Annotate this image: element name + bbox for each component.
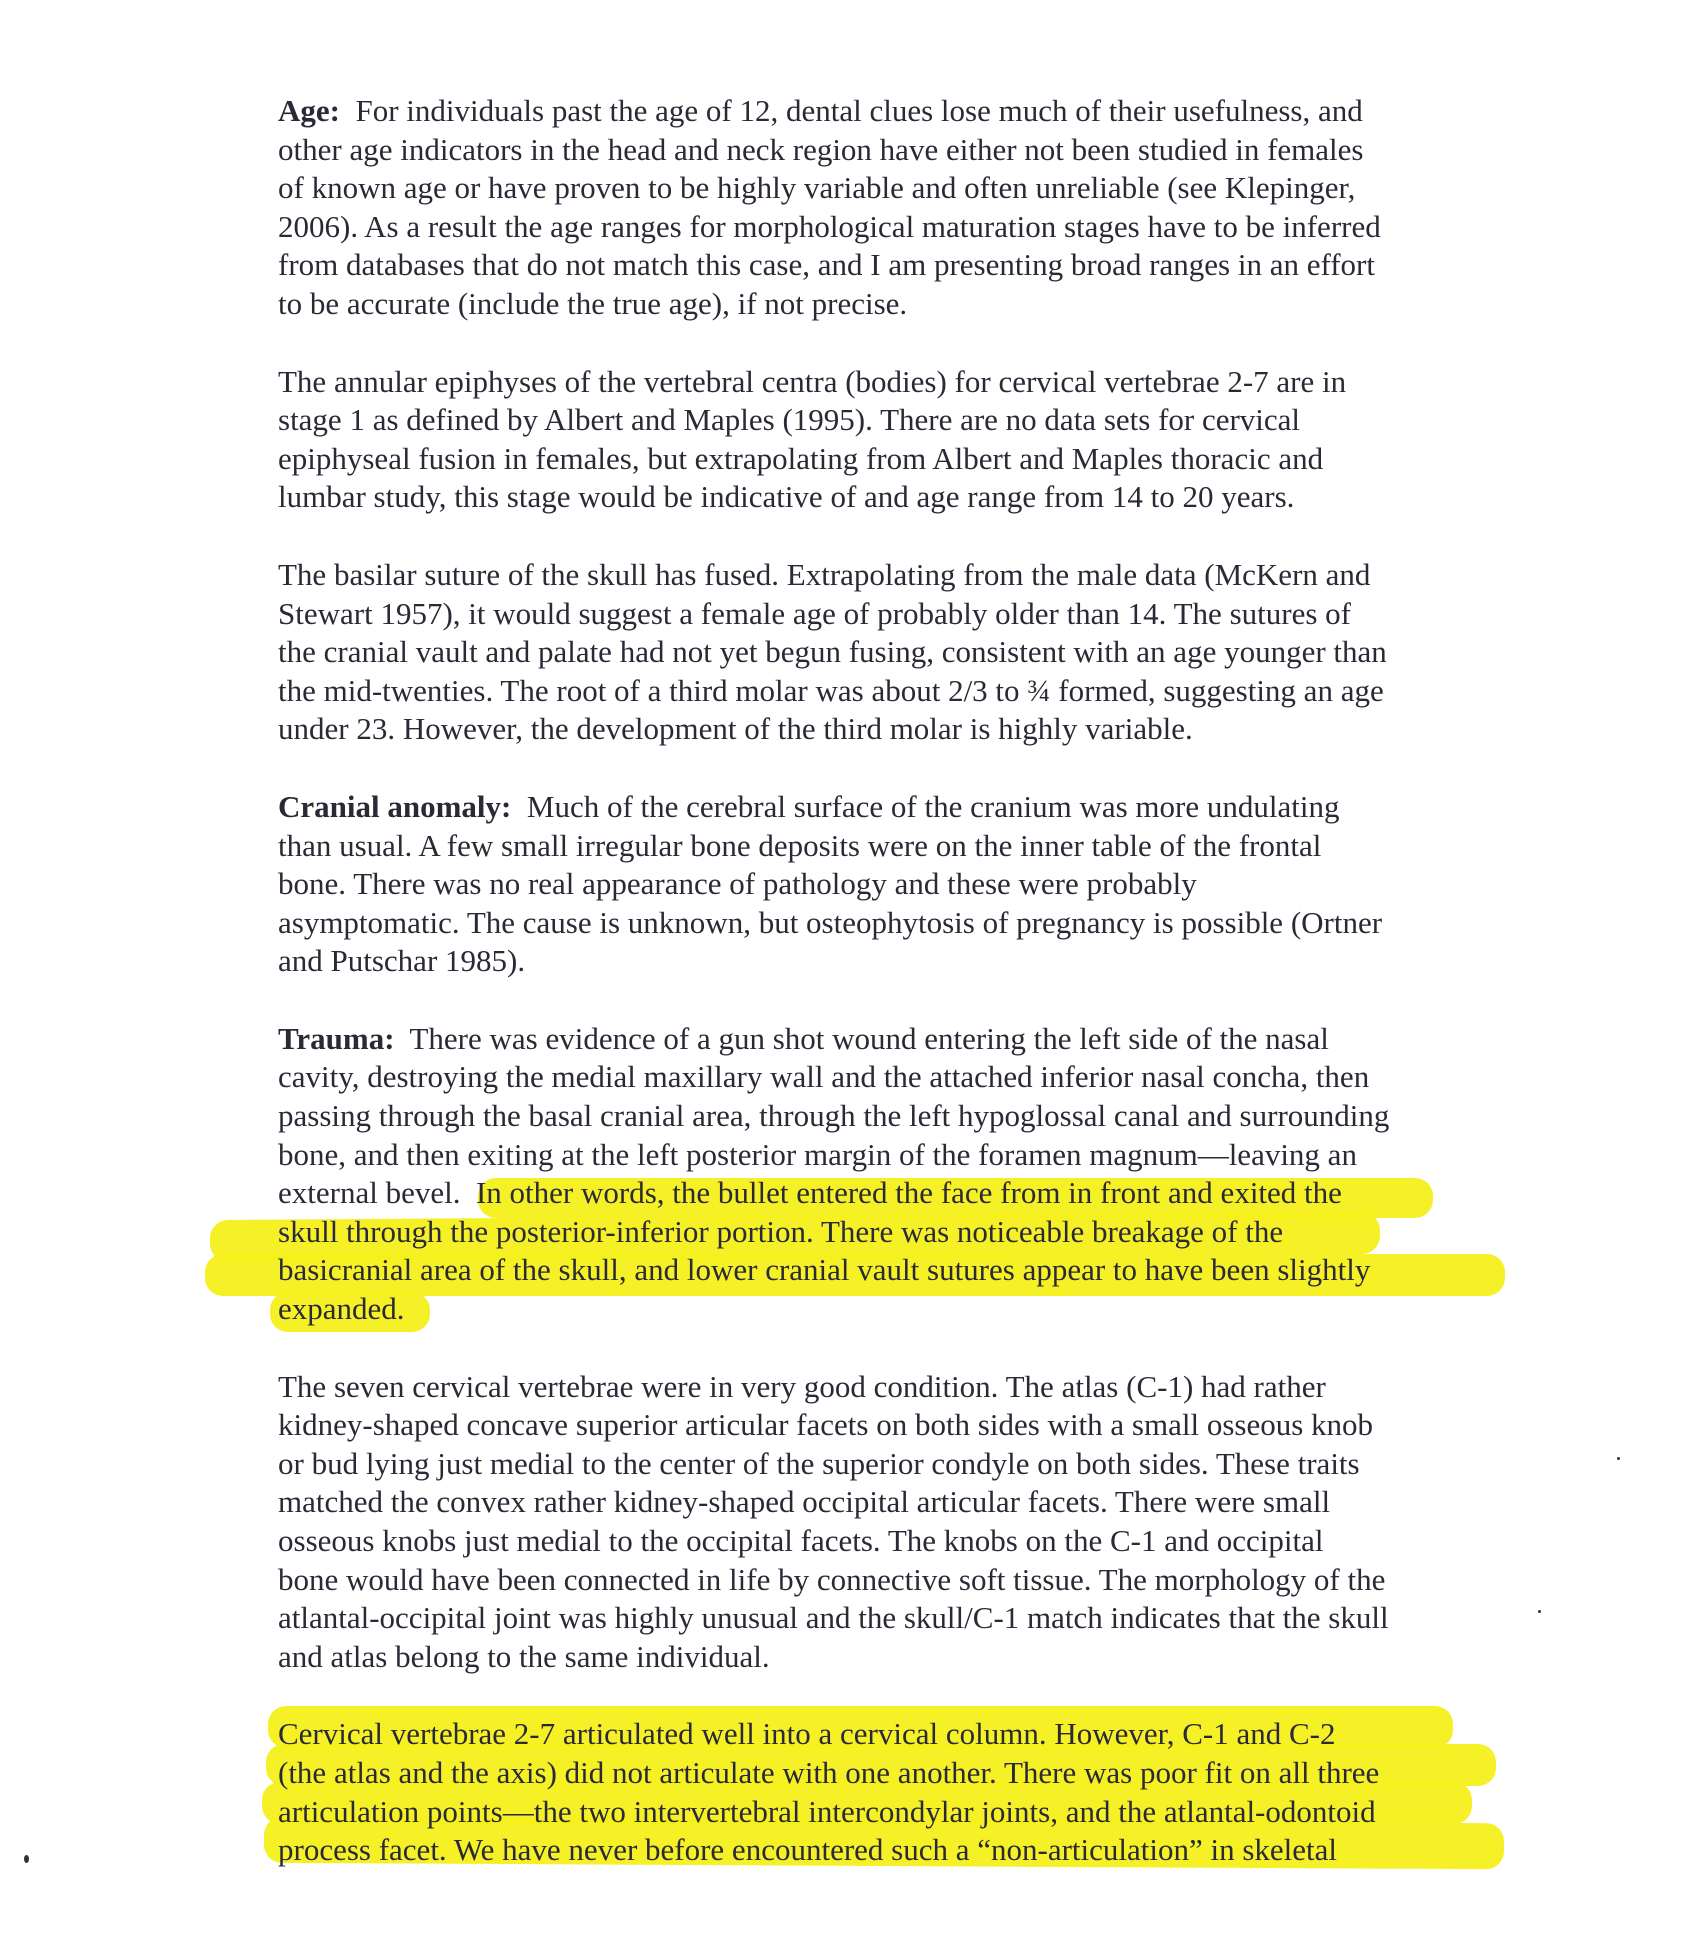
text-line: from databases that do not match this case, and I am presenting broad ranges in an effort bbox=[278, 247, 1375, 283]
text-line: Stewart 1957), it would suggest a female age of probably older than 14. The sutures of bbox=[278, 595, 1351, 631]
text-line: external bevel. In other words, the bullet entered the face from in front and exited the bbox=[278, 1175, 1342, 1211]
text-line: lumbar study, this stage would be indicative of and age range from 14 to 20 years. bbox=[278, 479, 1295, 515]
paragraph-annular-epiphyses bbox=[278, 363, 1518, 517]
paragraph-trauma bbox=[278, 1020, 1518, 1329]
paragraph-non-articulation bbox=[278, 1715, 1518, 1869]
text-line: The annular epiphyses of the vertebral centra (bodies) for cervical vertebrae 2-7 are in bbox=[278, 363, 1347, 399]
text-line: and atlas belong to the same individual. bbox=[278, 1638, 770, 1674]
text-line: The basilar suture of the skull has fused. Extrapolating from the male data (McKern and bbox=[278, 556, 1371, 592]
scan-speck bbox=[1538, 1610, 1541, 1613]
document-page bbox=[278, 92, 1518, 1909]
text-line: Cranial anomaly: Much of the cerebral surface of the cranium was more undulating bbox=[278, 788, 1340, 824]
highlighted-line: skull through the posterior-inferior portion. There was noticeable breakage of the bbox=[278, 1213, 1284, 1249]
highlighted-line: basicranial area of the skull, and lower cranial vault sutures appear to have been slightly bbox=[278, 1252, 1371, 1288]
highlighted-line: (the atlas and the axis) did not articulate with one another. There was poor fit on all three bbox=[278, 1754, 1380, 1790]
highlighted-line: articulation points—the two intervertebral intercondylar joints, and the atlantal-odontoid bbox=[278, 1793, 1376, 1829]
section-label: Age: bbox=[278, 93, 340, 128]
text-line: bone. There was no real appearance of pathology and these were probably bbox=[278, 866, 1197, 902]
text-line: the mid-twenties. The root of a third molar was about 2/3 to ¾ formed, suggesting an age bbox=[278, 672, 1384, 708]
scan-speck bbox=[24, 1855, 29, 1863]
highlighted-line: expanded. bbox=[278, 1291, 405, 1327]
text-line: Trauma: There was evidence of a gun shot wound entering the left side of the nasal bbox=[278, 1020, 1329, 1056]
paragraph-cervical-vertebrae bbox=[278, 1368, 1518, 1677]
text-line: of known age or have proven to be highly variable and often unreliable (see Klepinger, bbox=[278, 170, 1356, 206]
text-line: other age indicators in the head and neck region have either not been studied in females bbox=[278, 131, 1364, 167]
paragraph-cranial-anomaly bbox=[278, 788, 1518, 981]
paragraph-basilar-suture bbox=[278, 556, 1518, 749]
scan-speck bbox=[1617, 1457, 1620, 1460]
text-line: osseous knobs just medial to the occipital facets. The knobs on the C-1 and occipital bbox=[278, 1523, 1324, 1558]
section-label: Trauma: bbox=[278, 1020, 395, 1056]
text-line: bone, and then exiting at the left posterior margin of the foramen magnum—leaving an bbox=[278, 1136, 1357, 1172]
text-line: epiphyseal fusion in females, but extrapolating from Albert and Maples thoracic and bbox=[278, 440, 1324, 476]
text-line: matched the convex rather kidney-shaped occipital articular facets. There were small bbox=[278, 1484, 1331, 1520]
text-line: 2006). As a result the age ranges for morphological maturation stages have to be inferred bbox=[278, 208, 1381, 244]
text-line: or bud lying just medial to the center of the superior condyle on both sides. These traits bbox=[278, 1445, 1360, 1481]
text-line: than usual. A few small irregular bone deposits were on the inner table of the frontal bbox=[278, 827, 1322, 863]
text-line: the cranial vault and palate had not yet begun fusing, consistent with an age younger than bbox=[278, 634, 1387, 670]
highlighted-text: In other words, the bullet entered the face from in front and exited the bbox=[475, 1175, 1342, 1211]
text-line: atlantal-occipital joint was highly unusual and the skull/C-1 match indicates that the skull bbox=[278, 1600, 1389, 1636]
text-line: cavity, destroying the medial maxillary wall and the attached inferior nasal concha, then bbox=[278, 1059, 1370, 1095]
text-line: bone would have been connected in life by connective soft tissue. The morphology of the bbox=[278, 1561, 1386, 1597]
text-line: asymptomatic. The cause is unknown, but osteophytosis of pregnancy is possible (Ortner bbox=[278, 904, 1383, 940]
text-line: The seven cervical vertebrae were in very good condition. The atlas (C-1) had rather bbox=[278, 1368, 1326, 1404]
section-label: Cranial anomaly: bbox=[278, 788, 512, 824]
text-line: kidney-shaped concave superior articular facets on both sides with a small osseous knob bbox=[278, 1407, 1374, 1443]
text-line: Age: For individuals past the age of 12, dental clues lose much of their usefulness, and bbox=[278, 93, 1363, 128]
text-line: and Putschar 1985). bbox=[278, 943, 526, 979]
highlighted-line: process facet. We have never before encountered such a “non-articulation” in skeletal bbox=[278, 1832, 1338, 1868]
highlighted-line: Cervical vertebrae 2-7 articulated well into a cervical column. However, C-1 and C-2 bbox=[278, 1716, 1336, 1752]
paragraph-age bbox=[278, 92, 1518, 324]
text-line: to be accurate (include the true age), if not precise. bbox=[278, 285, 908, 321]
text-line: passing through the basal cranial area, through the left hypoglossal canal and surrounding bbox=[278, 1098, 1390, 1134]
text-line: under 23. However, the development of the third molar is highly variable. bbox=[278, 711, 1193, 747]
text-line: stage 1 as defined by Albert and Maples (1995). There are no data sets for cervical bbox=[278, 402, 1301, 438]
